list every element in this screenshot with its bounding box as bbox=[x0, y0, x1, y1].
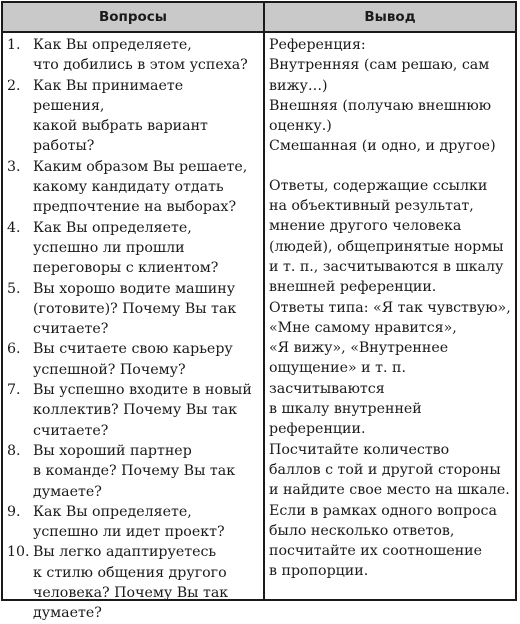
mixed-referencing: Смешанная (и одно, и другое) bbox=[269, 138, 496, 155]
questions-column-header: Вопросы bbox=[98, 9, 168, 25]
question-number: 9. bbox=[7, 503, 21, 520]
question-item bbox=[3, 441, 261, 502]
question-text: Каким образом Вы решаете, какому кандидату отдать предпочтение на выборах? bbox=[33, 158, 248, 216]
question-text: Вы успешно входите в новый коллектив? Почему Вы так считаете? bbox=[33, 382, 252, 439]
question-text: Вы легко адаптируетесь к стилю общения другого человека? Почему Вы так думаете? bbox=[33, 544, 229, 622]
internal-answers-rule: Ответы типа: «Я так чувствую», «Мне самому нравится», «Я вижу», «Внутреннее ощущение» и т. п. засчитываются в шкалу внутренней референции. bbox=[269, 299, 511, 438]
question-item bbox=[3, 339, 261, 380]
question-text: Вы хорошо водите машину (готовите)? Почему Вы так считаете? bbox=[33, 280, 237, 338]
question-item bbox=[3, 502, 261, 543]
referencing-heading: Референция: bbox=[269, 37, 366, 53]
proportion-instruction: Если в рамках одного вопроса было несколько ответов, посчитайте их соотношение в пропорции. bbox=[269, 502, 497, 580]
external-answers-rule: Ответы, содержащие ссылки на объективный результат, мнение другого человека (людей), общепринятые нормы и т. п., засчитываются в шкалу внешней референции. bbox=[269, 177, 504, 296]
question-number: 3. bbox=[7, 158, 21, 175]
question-number: 10. bbox=[7, 544, 30, 561]
conclusion-column-header: Вывод bbox=[364, 9, 416, 25]
question-number: 4. bbox=[7, 219, 21, 236]
question-text: Вы считаете свою карьеру успешной? Почему? bbox=[33, 341, 233, 378]
external-referencing: Внешняя (получаю внешнюю оценку.) bbox=[269, 97, 492, 135]
question-item bbox=[3, 35, 261, 76]
question-text: Как Вы определяете, что добились в этом успеха? bbox=[33, 37, 248, 74]
question-item bbox=[3, 542, 261, 623]
column-divider bbox=[263, 3, 265, 599]
question-item bbox=[3, 76, 261, 157]
question-number: 1. bbox=[7, 37, 21, 53]
question-number: 5. bbox=[7, 280, 21, 297]
conclusion-column bbox=[269, 35, 515, 582]
question-text: Как Вы определяете, успешно ли идет проект? bbox=[33, 503, 225, 541]
question-item bbox=[3, 218, 261, 279]
question-number: 2. bbox=[7, 77, 21, 94]
question-number: 8. bbox=[7, 442, 21, 459]
question-number: 7. bbox=[7, 382, 21, 399]
question-text: Как Вы принимаете решения, какой выбрать вариант работы? bbox=[33, 77, 208, 155]
question-item bbox=[3, 380, 261, 441]
table-header bbox=[3, 3, 515, 33]
internal-referencing: Внутренняя (сам решаю, сам вижу…) bbox=[269, 57, 490, 94]
question-number: 6. bbox=[7, 341, 21, 358]
question-item bbox=[3, 157, 261, 218]
questions-column bbox=[3, 35, 261, 624]
count-instruction: Посчитайте количество баллов с той и другой стороны и найдите свое место на шкале. bbox=[269, 441, 510, 499]
question-text: Вы хороший партнер в команде? Почему Вы так думаете? bbox=[33, 442, 236, 500]
question-text: Как Вы определяете, успешно ли прошли переговоры с клиентом? bbox=[33, 219, 219, 277]
question-item bbox=[3, 279, 261, 340]
questions-table bbox=[1, 1, 517, 622]
